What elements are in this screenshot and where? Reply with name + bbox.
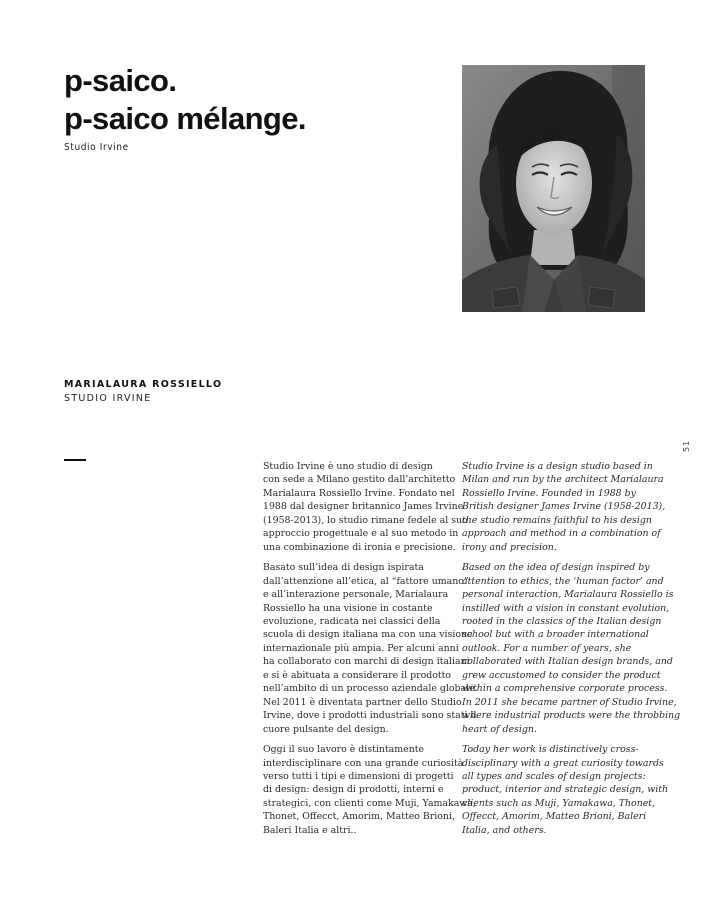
author-name: MARIALAURA ROSSIELLO: [64, 379, 223, 390]
italian-paragraph: [263, 743, 476, 837]
text-line: Italia, and others.: [462, 824, 547, 836]
text-line: Marialaura Rossiello Irvine. Fondato nel: [263, 487, 455, 499]
text-line: internazionale più ampia. Per alcuni anni: [263, 642, 459, 654]
text-line: e si è abituata a considerare il prodotto: [263, 669, 452, 681]
italian-paragraph: [263, 561, 478, 736]
text-line: all types and scales of design projects:: [462, 770, 646, 782]
title-block: [64, 62, 306, 153]
page-number: 51: [682, 439, 691, 452]
section-dash-divider: [64, 459, 86, 461]
text-line: Studio Irvine è uno studio di design: [263, 461, 433, 472]
designer-subtitle: Studio Irvine: [64, 142, 129, 153]
text-line: Offecct, Amorim, Matteo Brioni, Baleri: [462, 811, 647, 823]
text-line: collaborated with Italian design brands, and: [462, 656, 673, 668]
text-line: ha collaborato con marchi di design italiani: [263, 656, 470, 668]
text-line: Basato sull’idea di design ispirata: [263, 562, 424, 574]
text-line: instilled with a vision in constant evolution,: [462, 602, 670, 614]
text-line: attention to ethics, the ‘human factor’ and: [462, 575, 664, 587]
italian-text-column: [263, 460, 478, 844]
product-title-variant: p-saico mélange.: [64, 101, 306, 136]
text-line: irony and precision.: [462, 541, 557, 553]
text-line: within a comprehensive corporate process.: [462, 683, 668, 695]
text-line: product, interior and strategic design, with: [462, 784, 669, 796]
text-line: school but with a broader international: [462, 629, 649, 641]
text-line: the studio remains faithful to his design: [462, 514, 652, 526]
text-line: personal interaction, Marialaura Rossiello is: [462, 589, 674, 601]
english-text-column: [462, 460, 681, 844]
text-line: 1988 dal designer britannico James Irvine: [263, 501, 464, 513]
text-line: Rossiello ha una visione in costante: [263, 602, 433, 614]
text-line: Milan and run by the architect Marialaura: [462, 474, 664, 486]
english-paragraph: [462, 561, 681, 736]
designer-portrait: [462, 65, 645, 312]
text-line: evoluzione, radicata nei classici della: [263, 615, 441, 627]
text-line: nell’ambito di un processo aziendale globale.: [263, 683, 478, 695]
english-paragraph: [462, 743, 669, 837]
text-line: una combinazione di ironia e precisione.: [263, 541, 456, 553]
text-line: Based on the idea of design inspired by: [462, 562, 650, 574]
author-studio: STUDIO IRVINE: [64, 393, 152, 404]
text-line: Today her work is distinctively cross-: [462, 744, 639, 756]
text-line: Thonet, Offecct, Amorim, Matteo Brioni,: [263, 811, 455, 823]
english-paragraph: [462, 460, 666, 554]
text-line: Irvine, dove i prodotti industriali sono stati il: [263, 710, 477, 722]
text-line: approccio progettuale e al suo metodo in: [263, 528, 459, 540]
text-line: Baleri Italia e altri..: [263, 824, 357, 836]
text-line: where industrial products were the throbbing: [462, 710, 681, 722]
text-line: Studio Irvine is a design studio based in: [462, 461, 653, 472]
text-line: disciplinary with a great curiosity towards: [462, 757, 664, 769]
text-line: scuola di design italiana ma con una visione: [263, 629, 473, 641]
text-line: strategici, con clienti come Muji, Yamakawa,: [263, 797, 476, 809]
text-line: heart of design.: [462, 723, 537, 735]
text-line: (1958-2013), lo studio rimane fedele al suo: [263, 514, 468, 526]
text-line: Nel 2011 è diventata partner dello Studio: [263, 696, 462, 708]
text-line: dall’attenzione all’etica, al “fattore umano”: [263, 575, 469, 587]
text-line: clients such as Muji, Yamakawa, Thonet,: [462, 797, 656, 809]
text-line: cuore pulsante del design.: [263, 723, 389, 735]
product-title: p-saico.: [64, 63, 177, 98]
portrait-illustration: [462, 65, 645, 312]
text-line: di design: design di prodotti, interni e: [263, 784, 444, 796]
text-line: con sede a Milano gestito dall’architetto: [263, 474, 456, 486]
text-line: verso tutti i tipi e dimensioni di progetti: [263, 770, 454, 782]
text-line: grew accustomed to consider the product: [462, 669, 661, 681]
text-line: Rossiello Irvine. Founded in 1988 by: [462, 487, 636, 499]
text-line: outlook. For a number of years, she: [462, 642, 632, 654]
text-line: Oggi il suo lavoro è distintamente: [263, 744, 425, 756]
text-line: e all’interazione personale, Marialaura: [263, 589, 449, 601]
text-line: interdisciplinare con una grande curiosità: [263, 757, 464, 769]
author-block: [64, 378, 222, 406]
text-line: rooted in the classics of the Italian design: [462, 615, 662, 627]
italian-paragraph: [263, 460, 468, 554]
text-line: In 2011 she became partner of Studio Irvine,: [462, 696, 677, 708]
text-line: British designer James Irvine (1958-2013),: [462, 501, 666, 513]
text-line: approach and method in a combination of: [462, 528, 661, 540]
